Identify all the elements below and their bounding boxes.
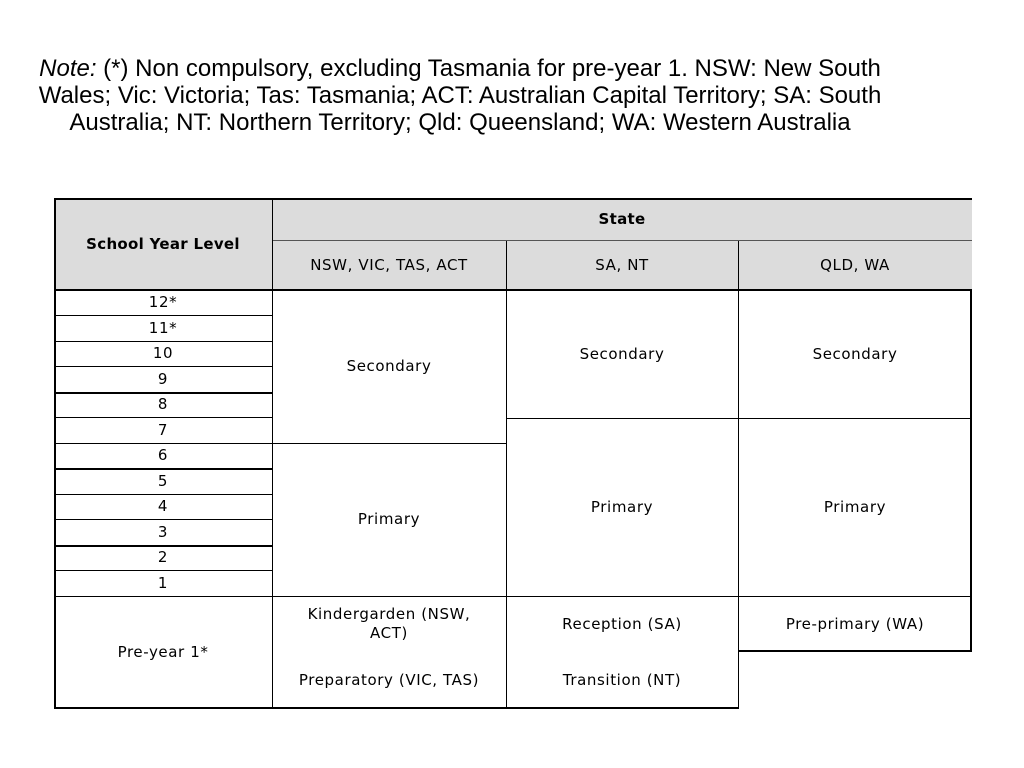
year-divider: [54, 545, 272, 547]
year-cell-8: 8: [157, 395, 169, 414]
year-cell-4: 4: [157, 497, 169, 516]
year-cell-9: 9: [157, 369, 169, 388]
year-divider: [54, 366, 272, 367]
year-divider: [54, 315, 272, 316]
table-top-border: [54, 198, 972, 200]
state-header-divider: [272, 240, 972, 241]
year-cell-7: 7: [157, 420, 169, 439]
year-cell-5: 5: [157, 471, 169, 490]
note-text: (*) Non compulsory, excluding Tasmania for pre-year 1. NSW: New South Wales; Vic: Victoria; Tas: Tasmania; ACT: Australian Capital Territory; SA: South Australia; NT: Northern Territory; Qld: Queensland; WA: Western Australia: [38, 55, 882, 136]
header-school-year-level: School Year Level: [54, 198, 272, 290]
year-divider: [54, 341, 272, 342]
secondary-primary-divider: [506, 418, 972, 419]
header-state: State: [272, 198, 972, 241]
table-note: [30, 55, 890, 136]
col1-secondary-cell: Secondary: [346, 357, 432, 375]
year-divider: [54, 570, 272, 571]
year-divider: [54, 417, 272, 418]
pre-year-top-border: [54, 596, 972, 597]
header-state-col-1: NSW, VIC, TAS, ACT: [272, 241, 506, 290]
year-cell-6: 6: [157, 446, 169, 465]
header-state-col-2: SA, NT: [506, 241, 738, 290]
year-cell-11: 11*: [148, 318, 178, 337]
table-bottom-border: [54, 707, 738, 709]
col2-primary-cell: Primary: [590, 497, 654, 516]
table-right-border: [970, 290, 972, 652]
year-divider: [54, 519, 272, 520]
year-divider: [54, 443, 506, 444]
header-state-col-3: QLD, WA: [738, 241, 972, 290]
col1-primary-cell: Primary: [357, 510, 421, 528]
col-divider-1: [272, 198, 273, 709]
col3-pre-year-bottom-border: [738, 650, 972, 652]
school-year-table: [54, 198, 972, 710]
year-cell-12: 12*: [148, 293, 178, 312]
col3-primary-cell: Primary: [823, 497, 887, 516]
col-divider-2: [506, 241, 507, 709]
pre-year-col1-top-cell: Kindergarden (NSW, ACT): [307, 605, 471, 642]
pre-year-col2-top-cell: Reception (SA): [562, 614, 682, 633]
year-cell-10: 10: [152, 344, 174, 363]
year-cell-1: 1: [157, 573, 169, 592]
col2-secondary-cell: Secondary: [579, 344, 665, 363]
year-divider: [54, 392, 272, 394]
header-bottom-border: [54, 289, 972, 291]
year-cell-3: 3: [157, 522, 169, 541]
col-divider-3: [738, 241, 739, 709]
year-divider: [54, 494, 272, 495]
pre-year-label-cell: Pre-year 1*: [117, 642, 209, 661]
year-divider: [54, 468, 272, 470]
note-label: Note:: [39, 55, 97, 82]
year-cell-2: 2: [157, 548, 169, 567]
table-left-border: [54, 198, 56, 709]
pre-year-col3-top-cell: Pre-primary (WA): [785, 614, 925, 633]
pre-year-col2-bottom-cell: Transition (NT): [562, 670, 682, 689]
col3-secondary-cell: Secondary: [812, 344, 898, 363]
pre-year-col1-bottom-cell: Preparatory (VIC, TAS): [298, 670, 480, 689]
